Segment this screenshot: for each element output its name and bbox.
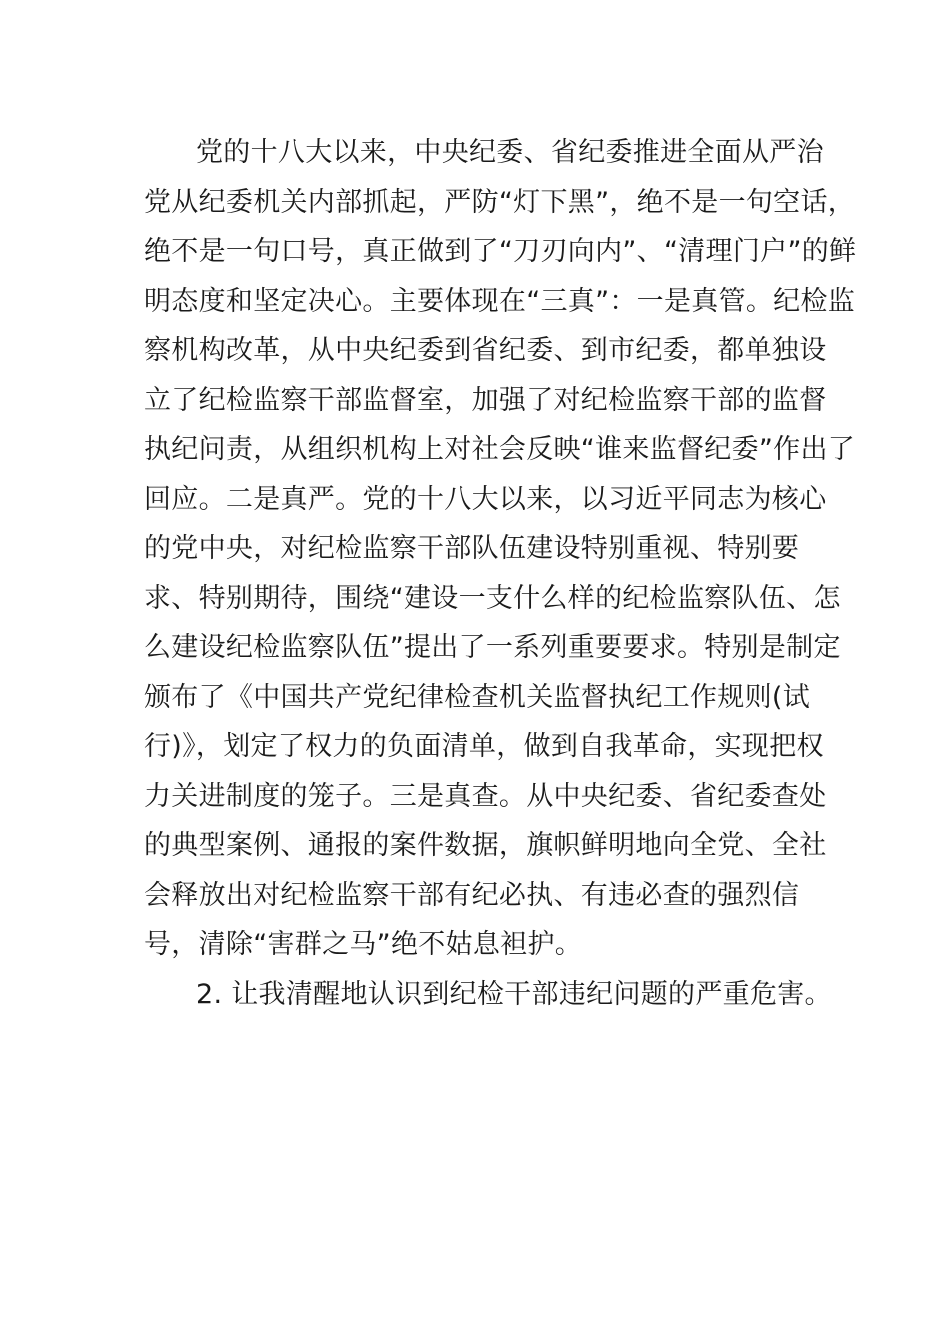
- paragraph-1-line-3: 绝不是一句口号，真正做到了“刀刃向内”、“清理门户”的鲜: [144, 236, 857, 267]
- paragraph-1-line-17: 号，清除“害群之马”绝不姑息袒护。: [144, 929, 583, 960]
- paragraph-1-line-1: 党的十八大以来，中央纪委、省纪委推进全面从严治: [196, 137, 824, 168]
- paragraph-1-line-15: 的典型案例、通报的案件数据，旗帜鲜明地向全党、全社: [144, 830, 827, 861]
- paragraph-1-line-12: 颁布了《中国共产党纪律检查机关监督执纪工作规则(试: [144, 681, 811, 713]
- paragraph-1-line-9: 的党中央，对纪检监察干部队伍建设特别重视、特别要: [144, 533, 800, 564]
- paragraph-1-line-11: 么建设纪检监察队伍”提出了一系列重要要求。特别是制定: [144, 632, 841, 663]
- paragraph-1-line-7: 执纪问责，从组织机构上对社会反映“谁来监督纪委”作出了: [144, 434, 856, 465]
- paragraph-1-line-2: 党从纪委机关内部抓起，严防“灯下黑”，绝不是一句空话，: [144, 186, 856, 218]
- paragraph-1-line-4: 明态度和坚定决心。主要体现在“三真”：一是真管。纪检监: [144, 285, 856, 317]
- paragraph-1-line-16: 会释放出对纪检监察干部有纪必执、有违必查的强烈信: [144, 879, 800, 911]
- paragraph-1-line-14: 力关进制度的笼子。三是真查。从中央纪委、省纪委查处: [144, 780, 827, 812]
- paragraph-1-line-10: 求、特别期待，围绕“建设一支什么样的纪检监察队伍、怎: [144, 582, 841, 614]
- paragraph-1-line-8: 回应。二是真严。党的十八大以来，以习近平同志为核心: [144, 483, 827, 515]
- paragraph-1-line-13: 行)》，划定了权力的负面清单，做到自我革命，实现把权: [144, 731, 824, 762]
- paragraph-1-line-6: 立了纪检监察干部监督室，加强了对纪检监察干部的监督: [144, 384, 827, 416]
- numbered-heading-2: 2. 让我清醒地认识到纪检干部违纪问题的严重危害。: [196, 978, 832, 1010]
- body-text: [144, 128, 857, 1019]
- paragraph-1-line-5: 察机构改革，从中央纪委到省纪委、到市纪委，都单独设: [144, 335, 827, 366]
